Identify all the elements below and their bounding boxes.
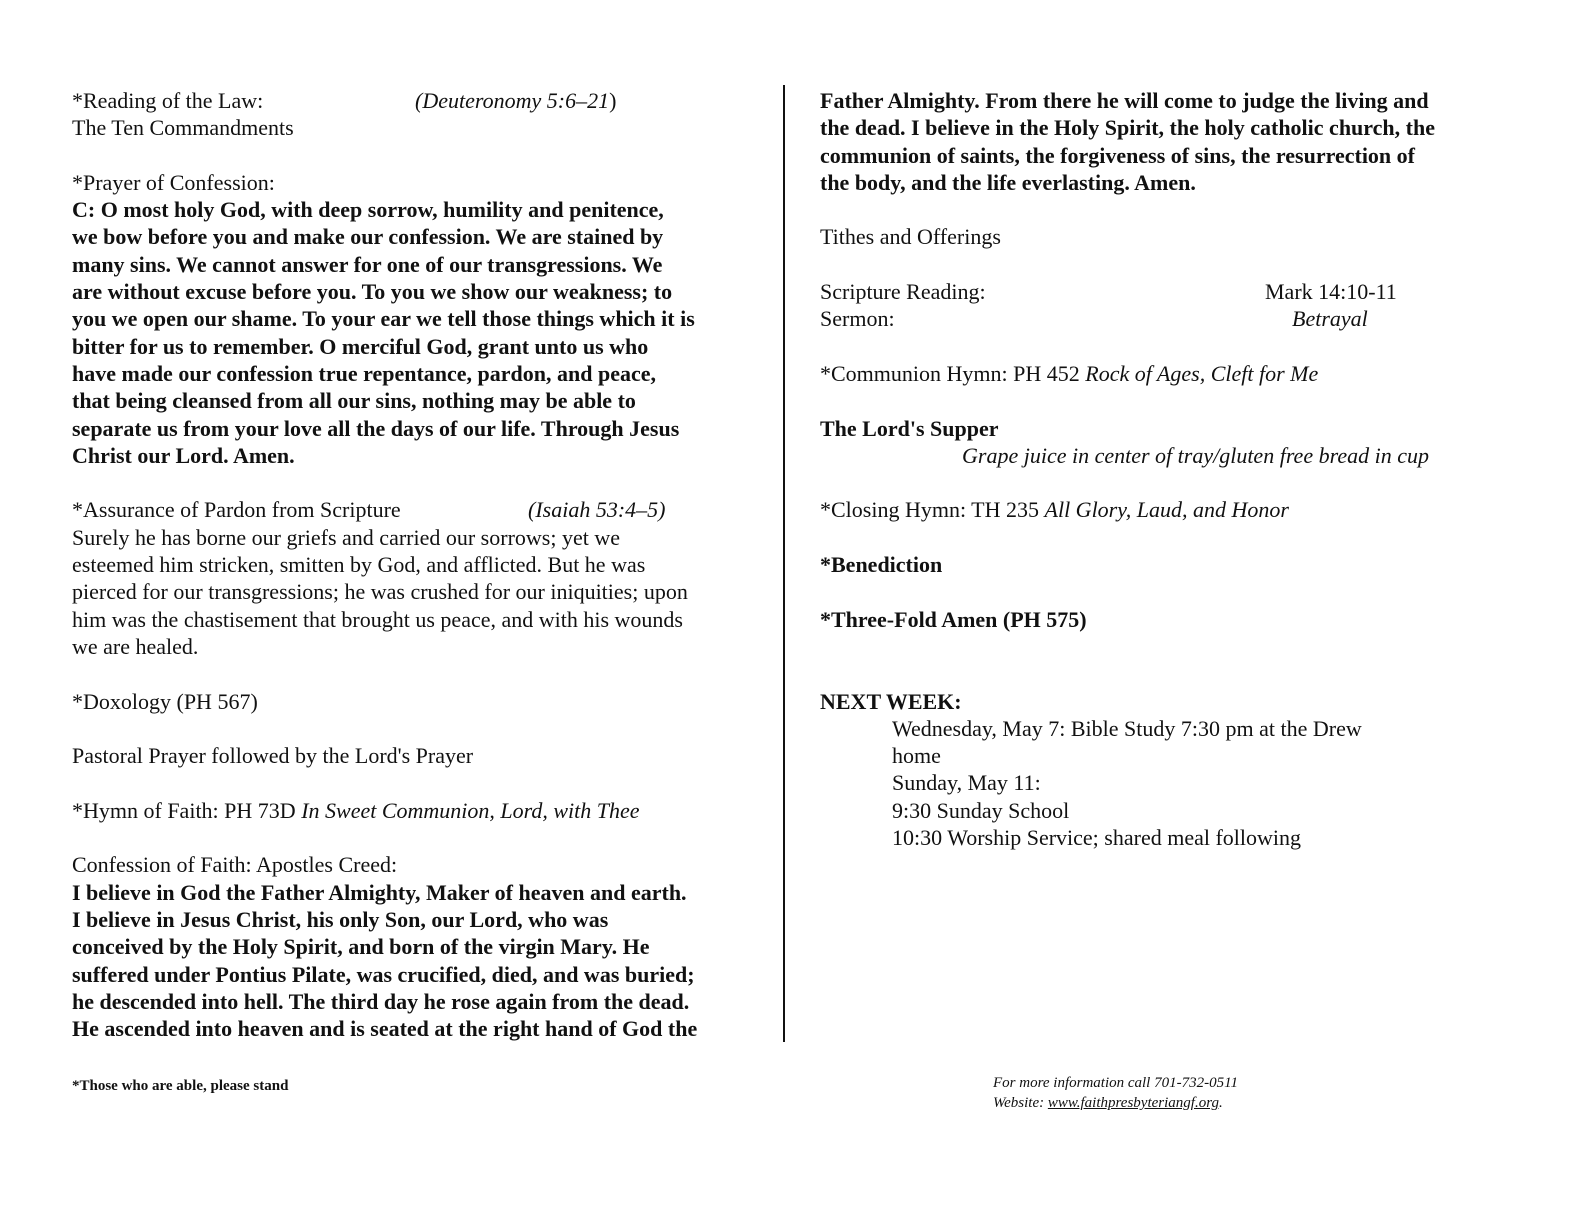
next-week-list (820, 715, 1510, 851)
phone-info: For more information call 701-732-0511 (993, 1075, 1238, 1091)
closing-hymn-title: All Glory, Laud, and Honor (1044, 497, 1289, 523)
communion-hymn-title: Rock of Ages, Cleft for Me (1085, 360, 1319, 386)
list-item: home (892, 743, 941, 769)
next-week-title: NEXT WEEK: (820, 688, 962, 714)
contact-info (993, 1073, 1238, 1113)
website-info: Website: www.faithpresbyteriangf.org. (993, 1095, 1223, 1111)
benediction: *Benediction (820, 552, 943, 578)
doxology: *Doxology (PH 567) (72, 688, 258, 714)
scripture-reading-reference: Mark 14:10-11 (1265, 279, 1397, 305)
stand-note: *Those who are able, please stand (72, 1078, 289, 1094)
hymn-of-faith-title: In Sweet Communion, Lord, with Thee (301, 797, 640, 823)
lords-supper-title: The Lord's Supper (820, 415, 999, 441)
right-column (820, 87, 1510, 851)
sermon-row (820, 305, 1510, 332)
communion-hymn: *Communion Hymn: PH 452 Rock of Ages, Cleft for Me (820, 360, 1319, 386)
list-item: 9:30 Sunday School (892, 797, 1070, 823)
scripture-reading-row (820, 278, 1510, 305)
assurance-label: *Assurance of Pardon from Scripture (72, 497, 401, 523)
tithes-offerings: Tithes and Offerings (820, 224, 1001, 250)
assurance-reference: (Isaiah 53:4–5) (528, 497, 666, 523)
column-divider (783, 85, 785, 1042)
three-fold-amen: *Three-Fold Amen (PH 575) (820, 606, 1087, 632)
sermon-label: Sermon: (820, 306, 895, 332)
law-reading-reference: (Deuteronomy 5:6–21) (415, 88, 617, 113)
assurance-text: Surely he has borne our griefs and carried our sorrows; yet we esteemed him stricken, smitten by God, and afflicted. But he was pierced for our transgressions; he was crushed for our iniquities; upon him was the chastisement that brought us peace, and with his wounds we are healed. (72, 524, 688, 659)
apostles-creed-text: I believe in God the Father Almighty, Maker of heaven and earth. I believe in Jesus Christ, his only Son, our Lord, who was conceived by the Holy Spirit, and born of the virgin Mary. He suffered under Pontius Pilate, was crucified, died, and was buried; he descended into hell. The third day he rose again from the dead. He ascended into heaven and is seated at the right hand of God the (72, 879, 698, 1042)
confession-label: *Prayer of Confession: (72, 169, 275, 195)
law-reading-row (72, 87, 762, 114)
website-link[interactable]: www.faithpresbyteriangf.org (1047, 1095, 1219, 1111)
closing-hymn: *Closing Hymn: TH 235 All Glory, Laud, and Honor (820, 497, 1289, 523)
law-reading-label: *Reading of the Law: (72, 88, 264, 113)
assurance-row (72, 496, 762, 523)
left-column (72, 87, 762, 1042)
law-reading-title: The Ten Commandments (72, 115, 294, 141)
list-item: 10:30 Worship Service; shared meal following (892, 825, 1302, 851)
apostles-creed-continued: Father Almighty. From there he will come to judge the living and the dead. I believe in the Holy Spirit, the holy catholic church, the communion of saints, the forgiveness of sins, the resurrection of the body, and the life everlasting. Amen. (820, 88, 1435, 195)
pastoral-prayer: Pastoral Prayer followed by the Lord's Prayer (72, 743, 474, 769)
scripture-reading-label: Scripture Reading: (820, 279, 986, 305)
creed-label: Confession of Faith: Apostles Creed: (72, 852, 398, 878)
lords-supper-note: Grape juice in center of tray/gluten free bread in cup (962, 442, 1429, 468)
list-item: Sunday, May 11: (892, 770, 1041, 796)
list-item: Wednesday, May 7: Bible Study 7:30 pm at the Drew (892, 715, 1362, 741)
confession-prayer-text: C: O most holy God, with deep sorrow, humility and penitence, we bow before you and make our confession. We are stained by many sins. We cannot answer for one of our transgressions. We are without excuse before you. To you we show our weakness; to you we open our shame. To your ear we tell those things which it is bitter for us to remember. O merciful God, grant unto us who have made our confession true repentance, pardon, and peace, that being cleansed from all our sins, nothing may be able to separate us from your love all the days of our life. Through Jesus Christ our Lord. Amen. (72, 197, 695, 468)
sermon-title: Betrayal (1292, 306, 1368, 332)
hymn-of-faith: *Hymn of Faith: PH 73D In Sweet Communion, Lord, with Thee (72, 797, 640, 823)
